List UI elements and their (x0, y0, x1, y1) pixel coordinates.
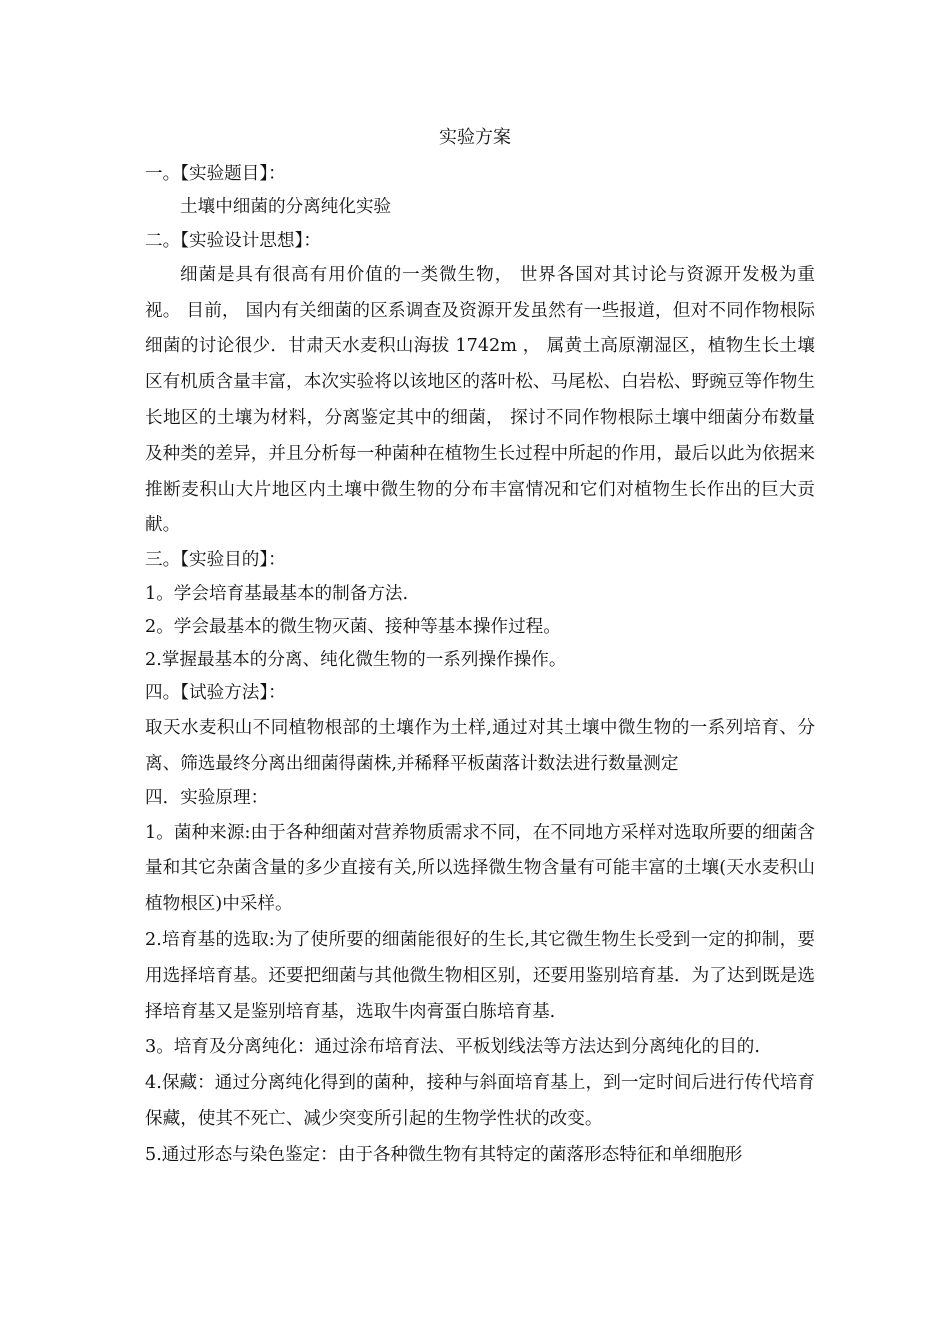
purpose-item: 1。学会培育基最基本的制备方法. (145, 583, 409, 604)
principle-item: 2.培育基的选取:为了使所要的细菌能很好的生长,其它微生物生长受到一定的抑制，要用选择培育基。还要把细菌与其他微生物相区别，还要用鉴别培育基．为了达到既是选择培育基又是鉴别培育基，选取牛肉膏蛋白胨培育基. (145, 930, 815, 1022)
section-heading-purpose: 三。【实验目的】： (145, 550, 286, 571)
section-heading-design: 二。【实验设计思想】： (145, 230, 321, 251)
principle-item: 4.保藏：通过分离纯化得到的菌种，接种与斜面培育基上，到一定时间后进行传代培育保藏，使其不死亡、减少突变所引起的生物学性状的改变。 (145, 1073, 815, 1130)
section-heading-principle: 四．实验原理： (145, 788, 269, 809)
section-heading-topic: 一。【实验题目】： (145, 164, 286, 184)
principle-item: 1。菌种来源:由于各种细菌对营养物质需求不同，在不同地方采样对选取所要的细菌含量和其它杂菌含量的多少直接有关,所以选择微生物含量有可能丰富的土壤(天水麦积山植物根区)中采样。 (145, 822, 815, 915)
principle-item: 3。培育及分离纯化：通过涂布培育法、平板划线法等方法达到分离纯化的目的. (145, 1037, 760, 1058)
section-heading-method: 四。【试验方法】： (145, 683, 286, 704)
document-body (145, 158, 815, 1174)
principle-item: 5.通过形态与染色鉴定：由于各种微生物有其特定的菌落形态特征和单细胞形 (145, 1144, 743, 1165)
purpose-item: 2.掌握最基本的分离、纯化微生物的一系列操作操作。 (145, 650, 567, 671)
document-title: 实验方案 (439, 127, 511, 148)
topic-text: 土壤中细菌的分离纯化实验 (180, 197, 392, 218)
design-paragraph: 细菌是具有很高有用价值的一类微生物， 世界各国对其讨论与资源开发极为重视。 目前， 国内有关细菌的区系调查及资源开发虽然有一些报道，但对不同作物根际细菌的讨论很少．甘肃天水麦积山海拔 1742m ， 属黄土高原潮湿区，植物生长土壤区有机质含量丰富，本次实验将以该地区的落叶松、马尾松、白岩松、野豌豆等作物生长地区的土壤为材料，分离鉴定其中的细菌， 探讨不同作物根际土壤中细菌分布数量及种类的差异，并且分析每一种菌种在植物生长过程中所起的作用，最后以此为依据来推断麦积山大片地区内土壤中微生物的分布丰富情况和它们对植物生长作出的巨大贡献。 (145, 264, 815, 536)
method-paragraph: 取天水麦积山不同植物根部的土壤作为土样,通过对其土壤中微生物的一系列培育、分离、筛选最终分离出细菌得菌株,并稀释平板菌落计数法进行数量测定 (145, 717, 815, 774)
purpose-item: 2。学会最基本的微生物灭菌、接种等基本操作过程。 (145, 616, 561, 637)
